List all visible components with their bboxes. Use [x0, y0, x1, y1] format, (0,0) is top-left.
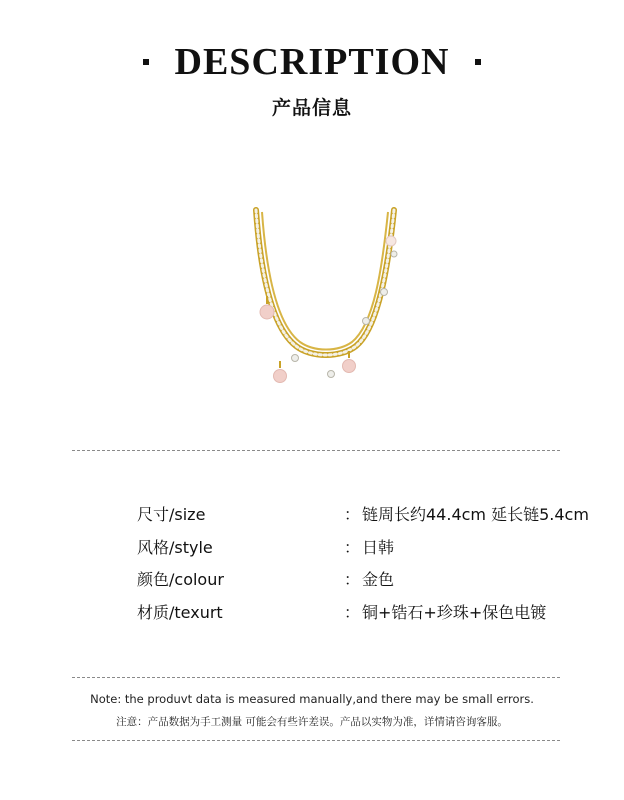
divider-top: [72, 450, 560, 451]
spec-row-size: [0, 503, 624, 527]
title-bullet-icon: [475, 59, 481, 65]
title-row: [0, 38, 624, 86]
divider-note-top: [72, 677, 560, 678]
note-english: Note: the produvt data is measured manually,and there may be small errors.: [90, 692, 534, 706]
spec-value: 链周长约44.4cm 延长链5.4cm: [362, 505, 589, 524]
necklace-chain: [256, 210, 394, 355]
page-subtitle: 产品信息: [271, 97, 352, 119]
spec-value: 金色: [362, 570, 395, 589]
spec-row-style: [0, 536, 624, 560]
page-title: DESCRIPTION: [174, 41, 450, 83]
note-chinese: 注意：产品数据为手工测量 可能会有些许差误。产品以实物为准，详情请咨询客服。: [116, 716, 508, 728]
spec-row-material: [0, 601, 624, 625]
title-bullet-icon: [143, 59, 149, 65]
spec-label: 风格/style: [137, 538, 213, 557]
spec-value: 铜+锆石+珍珠+保色电镀: [362, 603, 547, 622]
spec-colon: ：: [344, 603, 361, 622]
spec-row-colour: [0, 568, 624, 592]
spec-colon: ：: [344, 505, 361, 524]
divider-note-bottom: [72, 740, 560, 741]
necklace-product-image: [236, 196, 416, 396]
spec-colon: ：: [344, 570, 361, 589]
spec-value: 日韩: [362, 538, 395, 557]
spec-label: 材质/texurt: [137, 603, 223, 622]
spec-label: 颜色/colour: [137, 570, 224, 589]
spec-colon: ：: [344, 538, 361, 557]
spec-label: 尺寸/size: [137, 505, 206, 524]
